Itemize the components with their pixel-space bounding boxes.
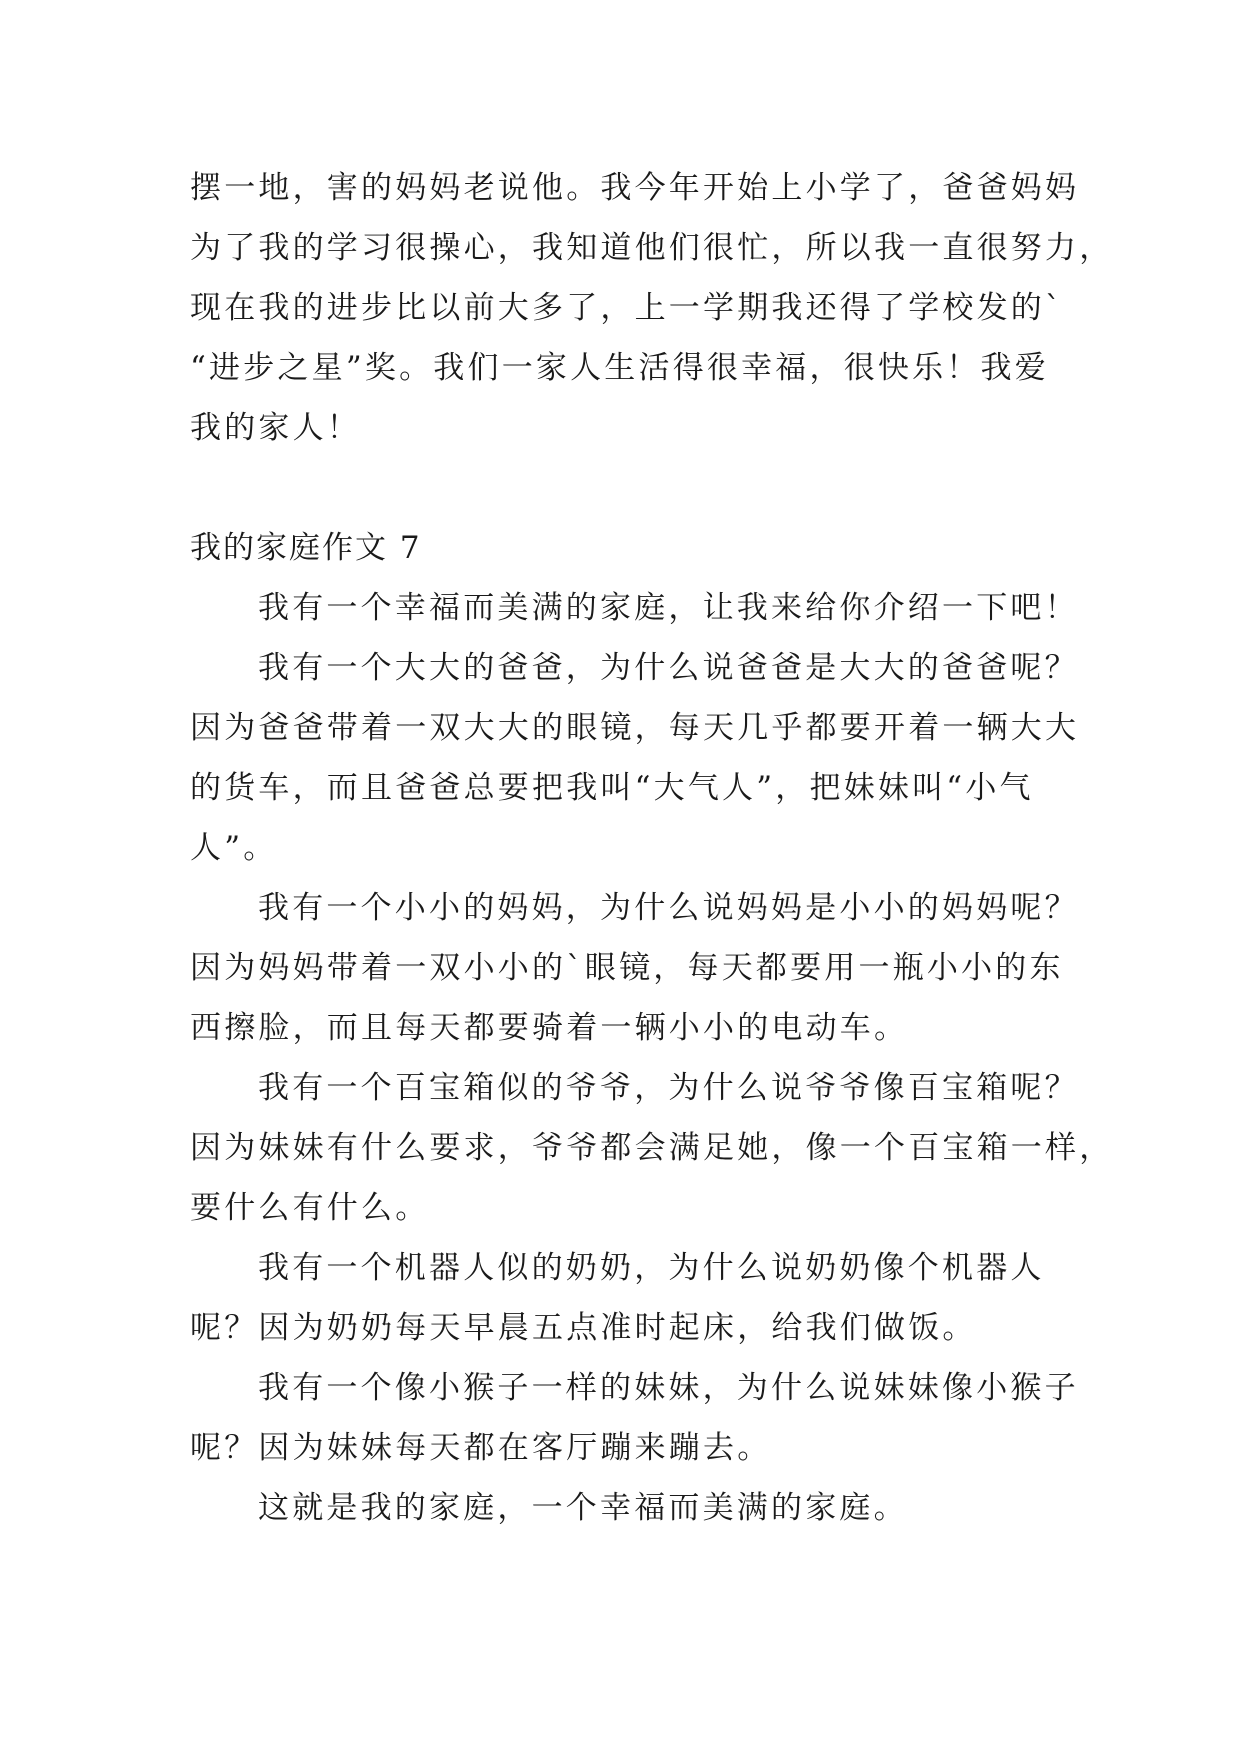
text-line: 人”。 (190, 830, 278, 866)
text-line: 因为妹妹有什么要求，爷爷都会满足她，像一个百宝箱一样， (190, 1130, 1114, 1166)
text-line: 为了我的学习很操心，我知道他们很忙，所以我一直很努力， (190, 230, 1114, 266)
text-line: 因为爸爸带着一双大大的眼镜，每天几乎都要开着一辆大大 (190, 710, 1080, 746)
text-line: 呢？因为奶奶每天早晨五点准时起床，给我们做饭。 (190, 1310, 977, 1346)
text-line: 的货车，而且爸爸总要把我叫“大气人”，把妹妹叫“小气 (190, 770, 1034, 806)
text-line: 我有一个幸福而美满的家庭，让我来给你介绍一下吧！ (258, 590, 1079, 626)
text-line: 我的家人！ (190, 410, 361, 446)
text-line: 要什么有什么。 (190, 1190, 430, 1226)
text-line: 我有一个机器人似的奶奶，为什么说奶奶像个机器人 (258, 1250, 1045, 1286)
text-line: 现在我的进步比以前大多了，上一学期我还得了学校发的` (190, 290, 1064, 326)
paragraph-7 (190, 1478, 1050, 1538)
text-line: 我有一个小小的妈妈，为什么说妈妈是小小的妈妈呢？ (258, 890, 1079, 926)
text-line: 因为妈妈带着一双小小的`眼镜，每天都要用一瓶小小的东 (190, 950, 1064, 986)
text-line: 这就是我的家庭，一个幸福而美满的家庭。 (258, 1490, 908, 1526)
text-line: 我有一个像小猴子一样的妹妹，为什么说妹妹像小猴子 (258, 1370, 1079, 1406)
paragraph-3 (190, 878, 1079, 1058)
text-line: “进步之星”奖。我们一家人生活得很幸福，很快乐！我爱 (190, 350, 1049, 386)
continuation-paragraph (190, 158, 1114, 458)
section-gap (190, 458, 1050, 518)
text-line: 我有一个大大的爸爸，为什么说爸爸是大大的爸爸呢？ (258, 650, 1079, 686)
text-line: 摆一地，害的妈妈老说他。我今年开始上小学了，爸爸妈妈 (190, 170, 1080, 206)
essay-title: 我的家庭作文 7 (190, 530, 422, 566)
paragraph-6 (190, 1358, 1079, 1478)
paragraph-4 (190, 1058, 1114, 1238)
text-line: 我有一个百宝箱似的爷爷，为什么说爷爷像百宝箱呢？ (258, 1070, 1079, 1106)
paragraph-1 (190, 578, 1079, 638)
paragraph-5 (190, 1238, 1050, 1358)
paragraph-2 (190, 638, 1080, 878)
text-line: 西擦脸，而且每天都要骑着一辆小小的电动车。 (190, 1010, 909, 1046)
document-page (190, 158, 1114, 1538)
text-line: 呢？因为妹妹每天都在客厅蹦来蹦去。 (190, 1430, 772, 1466)
